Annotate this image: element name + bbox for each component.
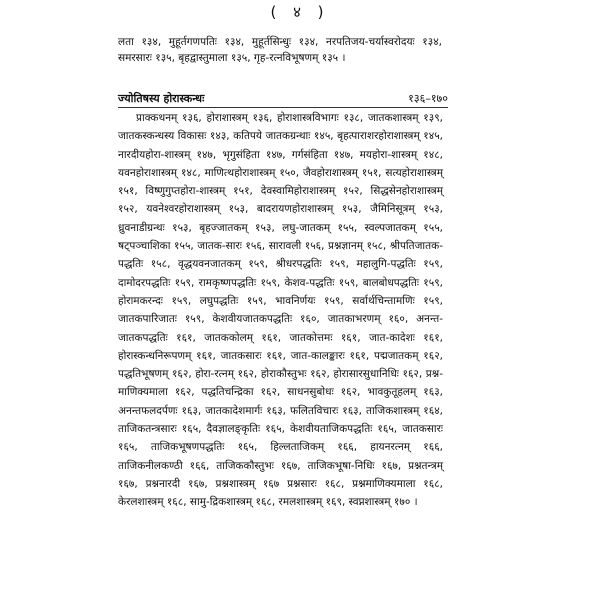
page-number: ( ४ ) [270, 3, 330, 21]
previous-section-entries [118, 34, 442, 66]
section-divider [118, 107, 448, 108]
section-contents [118, 109, 443, 512]
section-entries-text: प्राक्कथनम् १३६, होराशास्त्रम् १३६, होराशास्त्रविभागः १३८, जातकशास्त्रम् १३९, जातकस्कन्धस्य विकासः १४३, कतिपये जातकग्रन्थाः १४५, बृहत्पाराशरहोराशास्त्रम् १४५, नारदीयहोरा-शास्त्रम् १४७, भृगुसंहिता १४७, गर्गसंहिता १४७, मयहोरा-शास्त्रम् १४८, यवनहोराशास्त्रम् १४८, माणित्थहोराशास्त्रम् १५०, जैवहोराशास्त्रम् १५१, सत्यहोराशास्त्रम् १५१, विष्णुगुप्तहोरा-शास्त्रम् १५१, देवस्वामिहोराशास्त्रम् १५२, सिद्धसेनहोराशास्त्रम् १५२, यवनेश्वरहोराशास्त्रम् १५३, बादरायणहोराशास्त्रम् १५३, जैमिनिसूत्रम् १५३, ध्रुवनाडीग्रन्थः १५३, बृहज्जातकम् १५३, लघु-जातकम् १५५, स्वल्पजातकम् १५५, षट्पञ्चाशिका १५५, जातक-सारः १५६, सारावली १५६, प्रश्नज्ञानम् १५८, श्रीपतिजातक-पद्धतिः १५८, वृद्धयवनजातकम् १५९, श्रीधरपद्धतिः १५९, महालुगि-पद्धतिः १५९, दामोदरपद्धतिः १५९, रामकृष्णपद्धतिः १५९, केशव-पद्धतिः १५९, बालबोधपद्धतिः १५९, होरामकरन्दः १५९, लघुपद्धतिः १५९, भावनिर्णयः १५९, सर्वार्थचिन्तामणिः १५९, जातकपारिजातः १५९, केशवीयजातकपद्धतिः १६०, जातकाभरणम् १६०, अनन्त-जातकपद्धतिः १६१, जातककोलम् १६१, जातकोत्तमः १६१, जात-कादेशः १६१, होरास्कन्धनिरूपणम् १६१, जातकसारः १६१, जात-कालङ्कारः १६१, पद्मजातकम् १६२, पद्धतिभूषणम् १६२, होरा-रत्नम् १६२, होराकौस्तुभः १६२, होरासारसुधानिधिः १६२, प्रश्न-माणिक्यमाला १६२, पद्धतिचन्द्रिका १६२, साधनसुबोधः १६२, भावकुतूहलम् १६३, अनन्तफलदर्पणः १६३, जातकादेशमार्गः १६३, फलितविचारः १६३, ताजिकशास्त्रम् १६४, ताजिकतन्त्रसारः १६५, दैवज्ञालङ्कृतिः १६५, केशवीयताजिकपद्धतिः १६५, जातकसारः १६५, ताजिकभूषणपद्धतिः १६५, हिल्लताजिकम् १६६, हायनरत्नम् १६६, ताजिकनीलकण्ठी १६६, ताजिककौस्तुभः १६७, ताजिकभूषा-निधिः १६७, प्रश्नतन्त्रम् १६७, प्रश्ननारदी १६७, प्रश्नशास्त्रम् १६७ प्रश्नसारः १६८, प्रश्नमाणिक्यमाला १६८, केरलशास्त्रम् १६८, सामु-द्रिकशास्त्रम् १६८, रमलशास्त्रम् १६९, स्वप्नशास्त्रम् १७० । [118, 112, 443, 509]
section-page-range: १३६–१७० [408, 92, 448, 105]
section-title: ज्योतिषस्य होरास्कन्धः [118, 92, 205, 105]
continued-entry-text: लता १३४, मुहूर्तगणपतिः १३४, मुहूर्तसिन्धुः १३४, नरपतिजय-चर्यास्वरोदयः १३४, समरसारः १३५, बृहद्वास्तुमाला १३५, गृह-रत्नविभूषणम् १३५ । [118, 36, 442, 64]
